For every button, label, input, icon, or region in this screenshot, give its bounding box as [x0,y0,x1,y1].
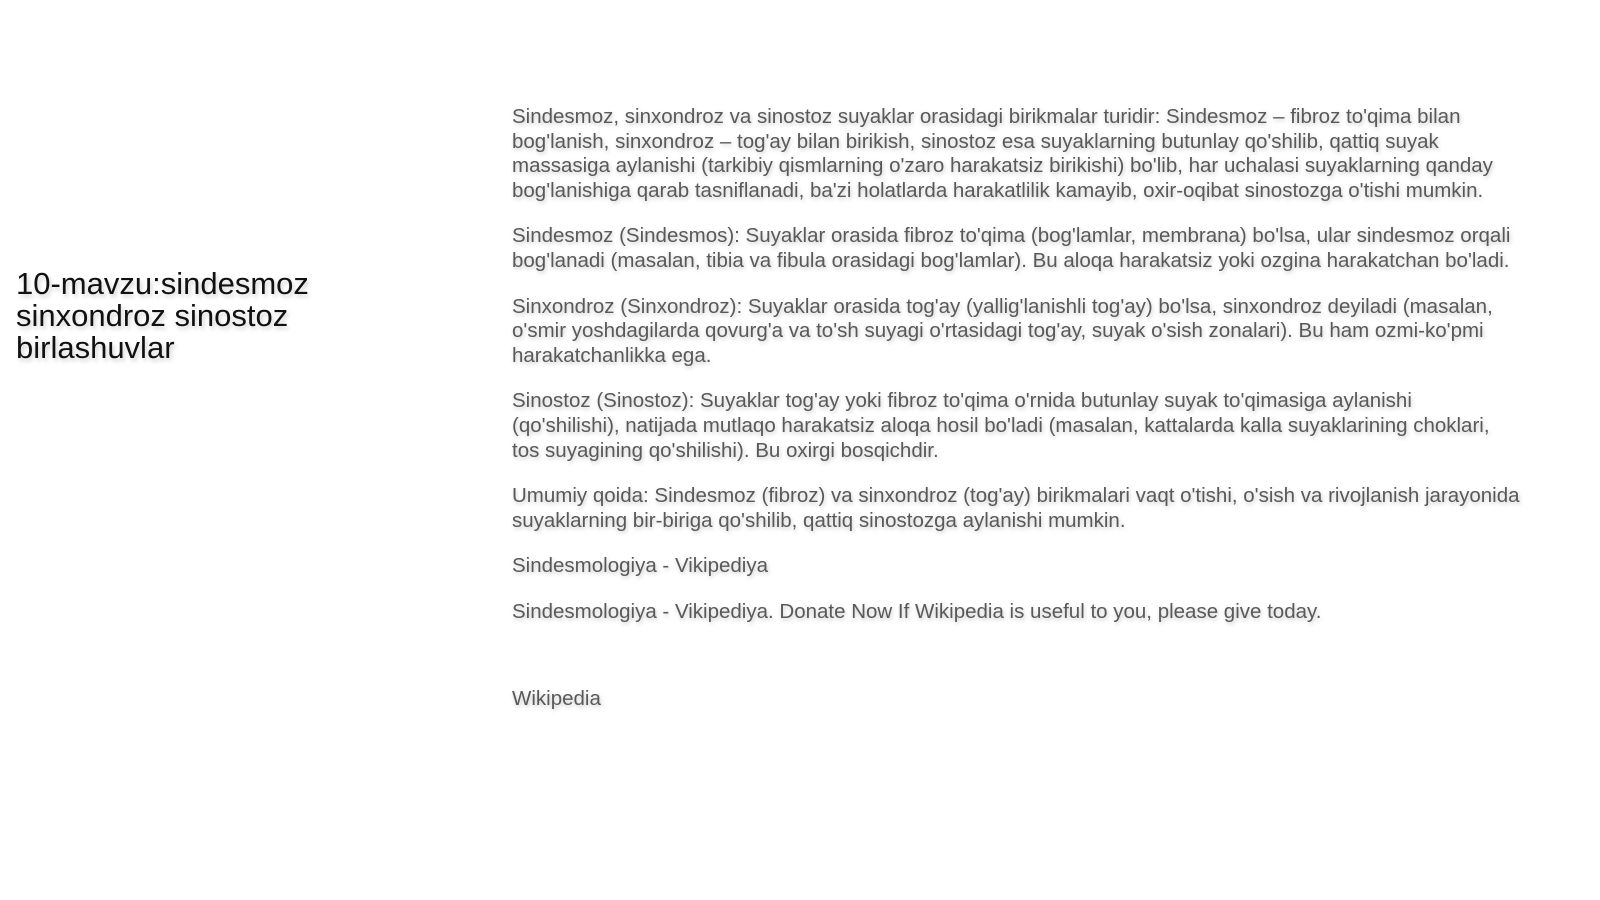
slide-title: 10-mavzu:sindesmoz sinxondroz sinostoz birlashuvlar [16,266,309,365]
paragraph-intro: Sindesmoz, sinxondroz va sinostoz suyaklar orasidagi birikmalar turidir: Sindesmoz – fibroz to'qima bilan bog'lanish, sinxondroz – tog'ay bilan birikish, sinostoz esa suyaklarning butunlay qo'shilib, qattiq suyak massasiga aylanishi (tarkibiy qismlarning o'zaro harakatsiz birikishi) bo'lib, har uchalasi suyaklarning qanday bog'lanishiga qarab tasniflanadi, ba'zi holatlarda harakatlilik kamayib, oxir-oqibat sinostozga o'tishi mumkin. [512,105,1493,202]
reference-title: Sindesmologiya - Vikipediya [512,554,769,578]
paragraph-sinxondroz: Sinxondroz (Sinxondroz): Suyaklar orasida tog'ay (yallig'lanishli tog'ay) bo'lsa, sinxondroz deyiladi (masalan, o'smir yoshdagilarda qovurg'a va to'sh suyagi o'rtasidagi tog'ay, suyak o'sish zonalari). Bu ham ozmi-ko'pmi harakatchanlikka ega. [512,294,1493,367]
paragraph-general-rule: Umumiy qoida: Sindesmoz (fibroz) va sinxondroz (tog'ay) birikmalari vaqt o'tishi, o'sish va rivojlanish jarayonida suyaklarning bir-biriga qo'shilib, qattiq sinostozga aylanishi mumkin. [512,484,1520,532]
reference-snippet: Sindesmologiya - Vikipediya. Donate Now If Wikipedia is useful to you, please give today. [512,599,1322,623]
paragraph-sinostoz: Sinostoz (Sinostoz): Suyaklar tog'ay yoki fibroz to'qima o'rnida butunlay suyak to'qimasiga aylanishi (qo'shilishi), natijada mutlaqo harakatsiz aloqa hosil bo'ladi (masalan, kattalarda kalla suyaklarining choklari, tos suyagining qo'shilishi). Bu oxirgi bosqichdir. [512,389,1490,462]
paragraph-sindesmoz: Sindesmoz (Sindesmos): Suyaklar orasida fibroz to'qima (bog'lamlar, membrana) bo'lsa, ular sindesmoz orqali bog'lanadi (masalan, tibia va fibula orasidagi bog'lamlar). Bu aloqa harakatsiz yoki ozgina harakatchan bo'ladi. [512,224,1511,272]
slide-body [512,105,1522,732]
source-label: Wikipedia [512,686,601,710]
